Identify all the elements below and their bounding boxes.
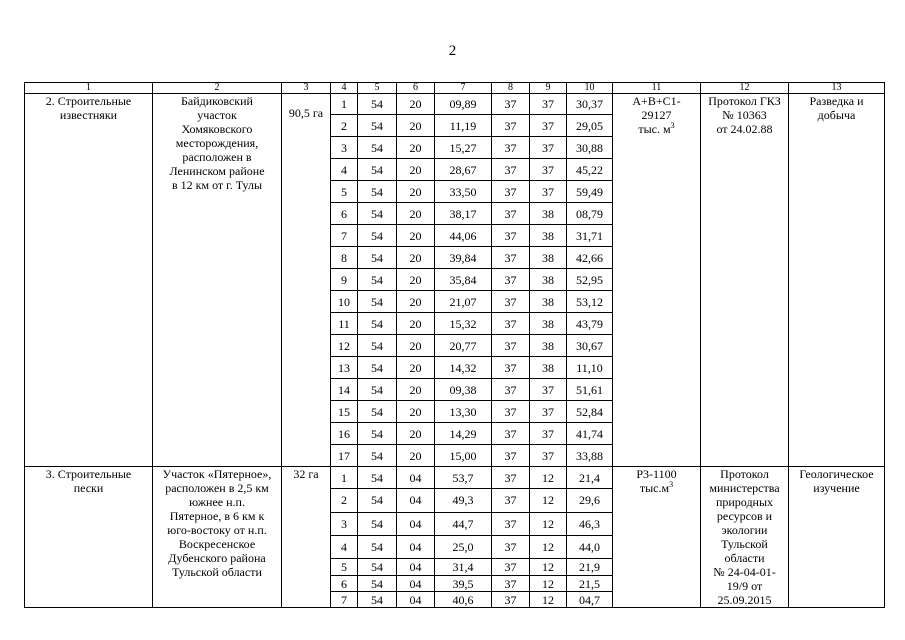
coord-cell: 46,3 [567,512,613,535]
coord-cell: 30,67 [567,335,613,357]
resource-type-line: известняки [59,108,118,122]
coord-cell: 43,79 [567,313,613,335]
coord-cell: 28,67 [435,159,492,181]
header-cell: 8 [492,83,530,94]
document-cell-line: экологии [721,523,768,537]
coord-cell: 37 [530,115,567,137]
coord-cell: 17 [331,445,358,467]
header-cell: 6 [397,83,435,94]
document-cell-line: № 24-04-01- [713,565,776,579]
coord-cell: 20 [397,445,435,467]
coord-cell: 20 [397,94,435,115]
coord-cell: 37 [492,559,530,576]
coord-cell: 54 [358,379,397,401]
document-cell-line: министерства [709,481,780,495]
coord-cell: 12 [331,335,358,357]
reserves-cell [613,467,701,608]
coord-cell: 20 [397,313,435,335]
reserves-cell [613,94,701,467]
coord-cell: 49,3 [435,489,492,512]
coord-cell: 39,5 [435,576,492,592]
coord-cell: 37 [492,269,530,291]
coord-cell: 12 [530,467,567,489]
coord-cell: 20 [397,115,435,137]
site-description-line: участок [197,108,237,122]
coord-cell: 37 [492,203,530,225]
site-description-line: Байдиковский [181,94,253,108]
coord-cell: 54 [358,489,397,512]
purpose-cell-line: Геологическое [799,467,874,481]
header-cell: 9 [530,83,567,94]
coord-cell: 20 [397,335,435,357]
document-cell-line: природных [715,495,774,509]
coord-cell: 54 [358,115,397,137]
coord-cell: 04 [397,592,435,608]
coord-cell: 21,07 [435,291,492,313]
coord-cell: 33,88 [567,445,613,467]
coord-cell: 54 [358,423,397,445]
reserves-unit-text: тыс. м [638,122,671,136]
coord-cell: 04 [397,559,435,576]
coord-cell: 12 [530,559,567,576]
coord-cell: 04 [397,467,435,489]
coord-cell: 20 [397,269,435,291]
coord-cell: 3 [331,137,358,159]
header-cell: 1 [25,83,153,94]
coord-cell: 1 [331,94,358,115]
coord-cell: 37 [530,401,567,423]
coord-cell: 4 [331,535,358,558]
coord-cell: 37 [492,335,530,357]
site-description-line: в 12 км от г. Тулы [172,178,262,192]
document-cell-line: Тульской [721,537,768,551]
coord-cell: 54 [358,535,397,558]
purpose-cell [789,467,885,608]
coord-cell: 37 [492,137,530,159]
coord-cell: 37 [492,313,530,335]
coord-cell: 12 [530,512,567,535]
site-description-line: расположен в [182,150,252,164]
coord-cell: 54 [358,335,397,357]
coord-cell: 3 [331,512,358,535]
site-description-line: месторождения, [175,136,259,150]
coord-cell: 12 [530,592,567,608]
resource-type [25,467,153,608]
coord-cell: 54 [358,559,397,576]
coord-cell: 54 [358,159,397,181]
coord-cell: 13 [331,357,358,379]
coord-cell: 37 [492,357,530,379]
coord-cell: 09,38 [435,379,492,401]
coord-cell: 37 [530,423,567,445]
coord-cell: 04,7 [567,592,613,608]
header-cell: 12 [701,83,789,94]
coord-cell: 37 [492,592,530,608]
coord-cell: 38 [530,313,567,335]
coord-cell: 52,95 [567,269,613,291]
table-row [25,467,885,489]
header-cell: 2 [153,83,282,94]
coord-cell: 38 [530,335,567,357]
coord-cell: 21,5 [567,576,613,592]
coord-cell: 12 [530,535,567,558]
coord-cell: 04 [397,512,435,535]
coord-cell: 20 [397,379,435,401]
coord-cell: 20 [397,181,435,203]
coord-cell: 54 [358,291,397,313]
site-description-line: Хомяковского [181,122,253,136]
header-cell: 11 [613,83,701,94]
header-cell: 5 [358,83,397,94]
resource-type-line: пески [73,481,104,495]
coord-cell: 52,84 [567,401,613,423]
coord-cell: 37 [492,225,530,247]
coord-cell: 54 [358,357,397,379]
coord-cell: 15 [331,401,358,423]
coord-cell: 20 [397,291,435,313]
coord-cell: 54 [358,467,397,489]
coord-cell: 2 [331,115,358,137]
coord-cell: 38,17 [435,203,492,225]
coord-cell: 21,4 [567,467,613,489]
site-description-line: Пятерное, в 6 км к [169,509,265,523]
coord-cell: 59,49 [567,181,613,203]
coord-cell: 54 [358,203,397,225]
header-row [25,83,885,94]
coord-cell: 37 [492,181,530,203]
coord-cell: 54 [358,445,397,467]
reserves-unit-sup: 3 [670,121,675,130]
table-row [25,94,885,115]
coord-cell: 39,84 [435,247,492,269]
coord-cell: 38 [530,269,567,291]
site-description-line: Дубенского района [168,551,266,565]
coord-cell: 11,19 [435,115,492,137]
coord-cell: 4 [331,159,358,181]
site-description [153,94,282,467]
coord-cell: 37 [492,535,530,558]
coord-cell: 20 [397,225,435,247]
coord-cell: 38 [530,247,567,269]
coord-cell: 38 [530,203,567,225]
coord-cell: 30,88 [567,137,613,159]
deposits-table [24,82,885,608]
coord-cell: 20 [397,401,435,423]
area-cell: 90,5 га [282,94,331,467]
coord-cell: 04 [397,535,435,558]
coord-cell: 33,50 [435,181,492,203]
coord-cell: 8 [331,247,358,269]
coord-cell: 14,32 [435,357,492,379]
coord-cell: 37 [492,291,530,313]
resource-type [25,94,153,467]
coord-cell: 54 [358,592,397,608]
coord-cell: 5 [331,181,358,203]
reserves-line: Р3-1100 [636,467,677,481]
coord-cell: 6 [331,576,358,592]
coord-cell: 54 [358,247,397,269]
coord-cell: 37 [492,445,530,467]
document-cell-line: 25.09.2015 [717,593,772,607]
reserves-line: А+В+С1- [632,94,681,108]
coord-cell: 21,9 [567,559,613,576]
coord-cell: 44,0 [567,535,613,558]
coord-cell: 38 [530,225,567,247]
page-number: 2 [448,43,457,59]
coord-cell: 37 [492,576,530,592]
area-cell: 32 га [282,467,331,608]
coord-cell: 14,29 [435,423,492,445]
coord-cell: 31,4 [435,559,492,576]
coord-cell: 14 [331,379,358,401]
purpose-cell-line: Разведка и [809,94,864,108]
coord-cell: 08,79 [567,203,613,225]
coord-cell: 54 [358,313,397,335]
document-cell-line: от 24.02.88 [716,122,773,136]
coord-cell: 12 [530,576,567,592]
coord-cell: 12 [530,489,567,512]
document-cell-line: 19/9 от [726,579,763,593]
coord-cell: 29,6 [567,489,613,512]
coord-cell: 54 [358,181,397,203]
coord-cell: 29,05 [567,115,613,137]
coord-cell: 5 [331,559,358,576]
coord-cell: 51,61 [567,379,613,401]
coord-cell: 54 [358,512,397,535]
reserves-unit-sup: 3 [669,480,674,489]
document-cell-line: № 10363 [722,108,767,122]
site-description-line: юго-востоку от н.п. [167,523,267,537]
coord-cell: 6 [331,203,358,225]
coord-cell: 09,89 [435,94,492,115]
document-cell [701,467,789,608]
coord-cell: 37 [530,445,567,467]
coord-cell: 04 [397,489,435,512]
coord-cell: 54 [358,576,397,592]
coord-cell: 37 [492,401,530,423]
coord-cell: 37 [492,94,530,115]
reserves-line: 29127 [641,108,672,122]
coord-cell: 31,71 [567,225,613,247]
document-cell-line: ресурсов и [716,509,773,523]
coord-cell: 44,06 [435,225,492,247]
site-description-line: Участок «Пятерное», [162,467,272,481]
coord-cell: 2 [331,489,358,512]
coord-cell: 15,32 [435,313,492,335]
coord-cell: 1 [331,467,358,489]
coord-cell: 20 [397,247,435,269]
reserves-unit-text: тыс.м [639,481,670,495]
coord-cell: 54 [358,94,397,115]
resource-type-line: 2. Строительные [45,94,132,108]
coord-cell: 11 [331,313,358,335]
site-description [153,467,282,608]
header-cell: 4 [331,83,358,94]
coord-cell: 37 [492,512,530,535]
coord-cell: 30,37 [567,94,613,115]
coord-cell: 37 [492,247,530,269]
coord-cell: 40,6 [435,592,492,608]
coord-cell: 37 [530,137,567,159]
coord-cell: 53,12 [567,291,613,313]
coord-cell: 10 [331,291,358,313]
header-cell: 10 [567,83,613,94]
coord-cell: 37 [530,379,567,401]
coord-cell: 15,00 [435,445,492,467]
coord-cell: 20 [397,357,435,379]
coord-cell: 37 [492,423,530,445]
coord-cell: 37 [530,94,567,115]
coord-cell: 54 [358,225,397,247]
coord-cell: 41,74 [567,423,613,445]
reserves-unit [615,481,698,495]
coord-cell: 04 [397,576,435,592]
site-description-line: южнее н.п. [189,495,245,509]
coord-cell: 37 [492,115,530,137]
document-cell-line: Протокол ГКЗ [708,94,781,108]
coord-cell: 20 [397,423,435,445]
coord-cell: 38 [530,291,567,313]
header-cell: 3 [282,83,331,94]
coord-cell: 54 [358,269,397,291]
coord-cell: 37 [492,489,530,512]
purpose-cell-line: добыча [817,108,856,122]
purpose-cell [789,94,885,467]
coord-cell: 20,77 [435,335,492,357]
coord-cell: 45,22 [567,159,613,181]
coord-cell: 20 [397,203,435,225]
site-description-line: Воскресенское [178,537,256,551]
coord-cell: 16 [331,423,358,445]
site-description-line: расположен в 2,5 км [165,481,269,495]
purpose-cell-line: изучение [813,481,860,495]
coord-cell: 37 [492,159,530,181]
coord-cell: 7 [331,225,358,247]
coord-cell: 54 [358,401,397,423]
coord-cell: 53,7 [435,467,492,489]
coord-cell: 25,0 [435,535,492,558]
coord-cell: 37 [492,379,530,401]
document-cell [701,94,789,467]
coord-cell: 35,84 [435,269,492,291]
coord-cell: 37 [530,159,567,181]
document-cell-line: области [724,551,765,565]
site-description-line: Ленинском районе [169,164,265,178]
reserves-unit [615,122,698,136]
coord-cell: 20 [397,137,435,159]
document-cell-line: Протокол [720,467,769,481]
coord-cell: 42,66 [567,247,613,269]
coord-cell: 20 [397,159,435,181]
coord-cell: 37 [492,467,530,489]
coord-cell: 11,10 [567,357,613,379]
coord-cell: 15,27 [435,137,492,159]
coord-cell: 7 [331,592,358,608]
site-description-line: Тульской области [172,565,262,579]
coord-cell: 9 [331,269,358,291]
header-cell: 7 [435,83,492,94]
coord-cell: 38 [530,357,567,379]
coord-cell: 13,30 [435,401,492,423]
resource-type-line: 3. Строительные [45,467,132,481]
coord-cell: 44,7 [435,512,492,535]
coord-cell: 37 [530,181,567,203]
header-cell: 13 [789,83,885,94]
coord-cell: 54 [358,137,397,159]
